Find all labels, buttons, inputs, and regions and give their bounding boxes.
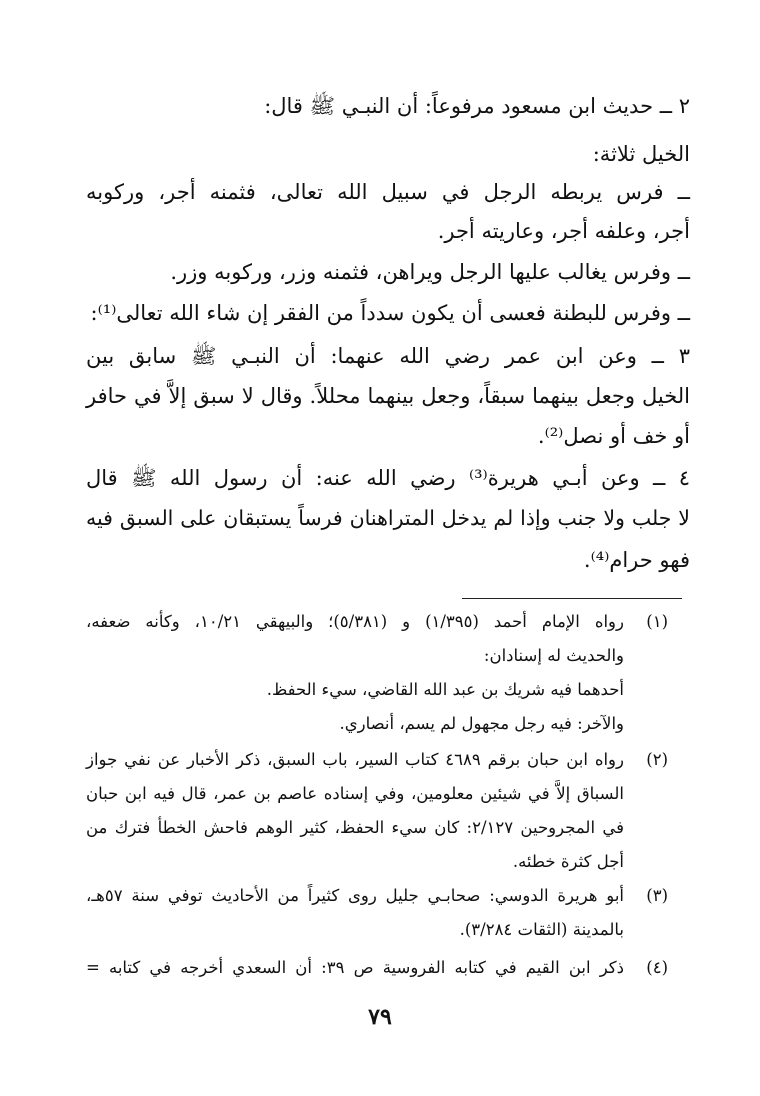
hadith-3-line: أو خف أو نصل⁽²⁾.: [537, 424, 690, 448]
footnote-line: أحدهما فيه شريك بن عبد الله القاضي، سيء الحفظ.: [266, 680, 624, 699]
page-number: ٧٩: [368, 1004, 392, 1030]
footnote-line: في المجروحين ٢/١٢٧: كان سيء الحفظ، كثير الوهم فاحش الخطأ فترك من: [86, 818, 624, 837]
footnote-line: رواه ابن حبان برقم ٤٦٨٩ كتاب السير، باب السبق، ذكر الأخبار عن نفي جواز: [86, 750, 624, 769]
footnote-line: أبو هريرة الدوسي: صحابـي جليل روى كثيراً من الأحاديث توفي سنة ٥٧هـ،: [86, 886, 624, 905]
hadith-2-heading: ٢ ــ حديث ابن مسعود مرفوعاً: أن النبـي ﷺ قال:: [264, 94, 690, 118]
hadith-4-line: فهو حرام⁽⁴⁾.: [583, 548, 690, 572]
hadith-4-line: ٤ ــ وعن أبـي هريرة⁽³⁾ رضي الله عنه: أن رسول الله ﷺ قال: [86, 466, 690, 490]
hadith-4-line: لا جلب ولا جنب وإذا لم يدخل المتراهنان فرساً يستبقان على السبق فيه: [86, 506, 690, 530]
footnote-line: السباق إلاَّ في شيئين معلومين، وفي إسناده عاصم بن عمر، قال فيه ابن حبان: [86, 784, 624, 803]
footnote-line: ذكر ابن القيم في كتابه الفروسية ص ٣٩: أن السعدي أخرجه في كتابه =: [86, 958, 625, 977]
hadith-2-line: ــ فرس يربطه الرجل في سبيل الله تعالى، فثمنه أجر، وركوبه: [86, 180, 690, 204]
footnote-number: (١): [646, 612, 668, 631]
footnote-line: بالمدينة (الثقات ٣/٢٨٤).: [459, 920, 624, 939]
hadith-2-line: الخيل ثلاثة:: [592, 142, 690, 166]
footnote-line: والآخر: فيه رجل مجهول لم يسم، أنصاري.: [339, 714, 624, 733]
footnote-line: والحديث له إسنادان:: [483, 646, 624, 665]
main-text: [86, 0, 690, 600]
hadith-3-line: الخيل وجعل بينهما سبقاً، وجعل بينهما محللاً. وقال لا سبق إلاَّ في حافر: [86, 384, 690, 408]
hadith-2-line: أجر، وعلفه أجر، وعاريته أجر.: [437, 219, 690, 243]
footnote-number: (٣): [646, 886, 668, 905]
footnote-number: (٢): [646, 750, 668, 769]
footnote-line: رواه الإمام أحمد (١/٣٩٥) و (٥/٣٨١)؛ والبيهقي ١٠/٢١، وكأنه ضعفه،: [86, 612, 624, 631]
hadith-2-line: ــ وفرس يغالب عليها الرجل ويراهن، فثمنه وزر، وركوبه وزر.: [170, 260, 690, 284]
footnote-line: أجل كثرة خطئه.: [512, 852, 624, 871]
footnote-separator: [462, 598, 682, 599]
footnote-number: (٤): [646, 958, 668, 977]
hadith-2-line: ــ وفرس للبطنة فعسى أن يكون سدداً من الفقر إن شاء الله تعالى⁽¹⁾:: [90, 301, 690, 325]
hadith-3-line: ٣ ــ وعن ابن عمر رضي الله عنهما: أن النبـي ﷺ سابق بين: [86, 344, 690, 368]
